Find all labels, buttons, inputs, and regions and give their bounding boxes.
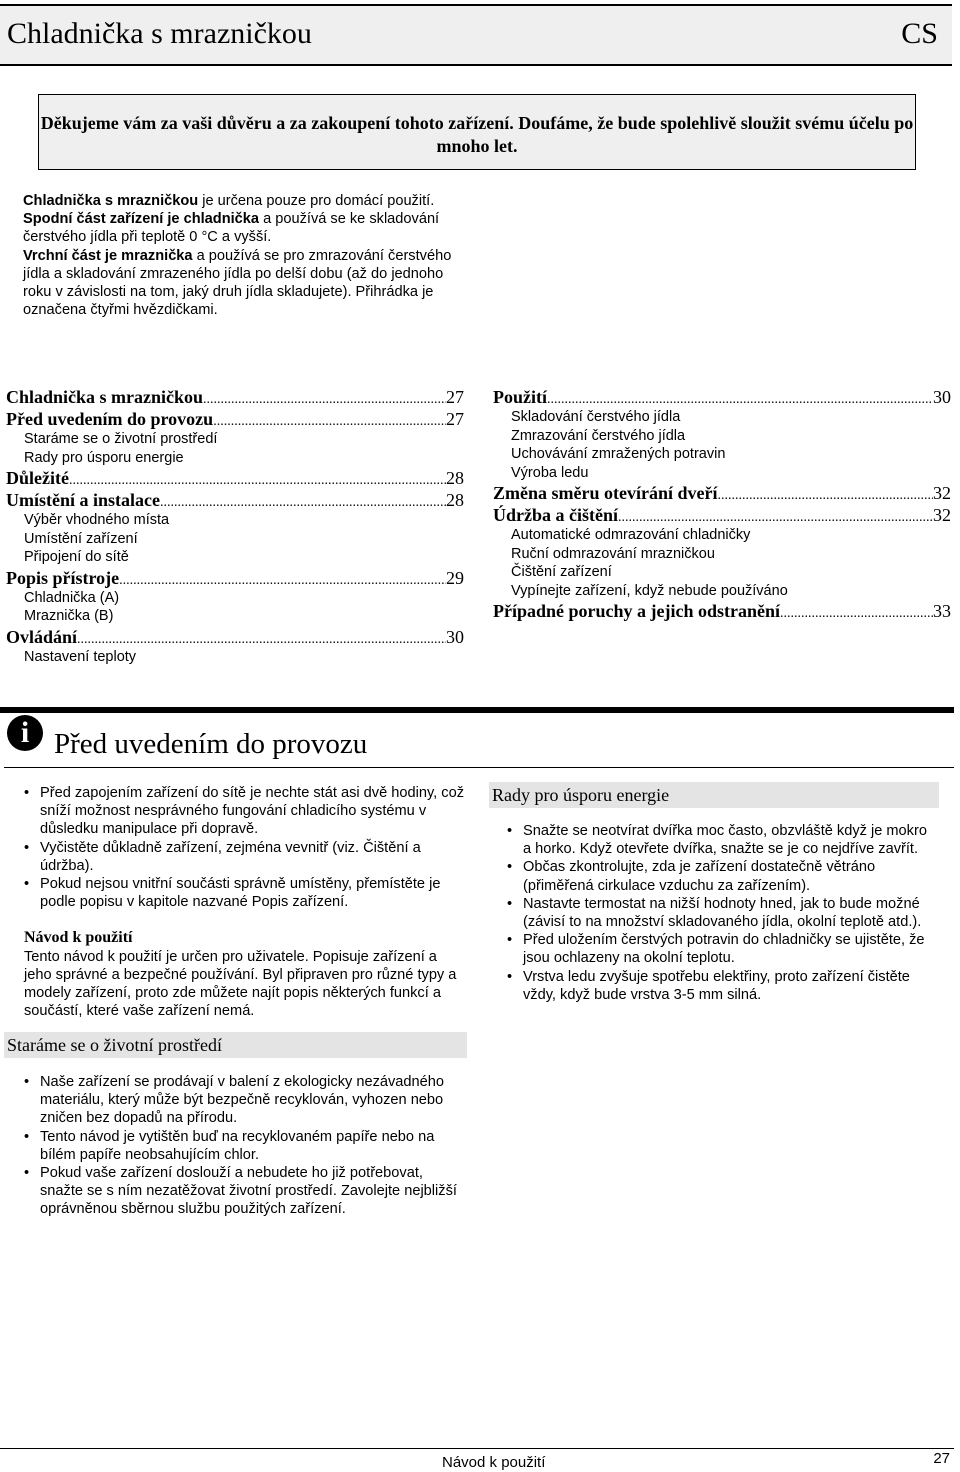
- toc-entry-label: Před uvedením do provozu: [6, 409, 214, 429]
- page-header: [0, 4, 952, 66]
- intro-paragraph-3: [23, 247, 463, 320]
- info-icon-glyph: i: [20, 716, 30, 749]
- toc-subentry[interactable]: Připojení do sítě: [24, 549, 129, 565]
- toc-entry-page: 27: [446, 387, 464, 407]
- toc-subentry[interactable]: Uchovávání zmražených potravin: [511, 446, 726, 462]
- toc-subentry[interactable]: Chladnička (A): [24, 589, 120, 606]
- toc-entry-page: 33: [933, 601, 951, 621]
- preparation-list: [24, 784, 467, 911]
- list-item: • Před uložením čerstvých potravin do chladničky se ujistěte, že jsou ochlazeny na okolní teplotu.: [507, 931, 939, 967]
- list-item: • Před zapojením zařízení do sítě je nechte stát asi dvě hodiny, což sníží možnost nesprávného fungování chladicího systému v důsledku manipulace při dopravě.: [24, 784, 467, 839]
- intro-text: [23, 192, 463, 319]
- list-item: • Pokud nejsou vnitřní součásti správně umístěny, přemístěte je podle popisu v kapitole nazvané Popis zařízení.: [24, 875, 467, 911]
- toc-left-column: [6, 386, 464, 666]
- section-underline: [4, 767, 954, 768]
- list-item: • Pokud vaše zařízení doslouží a nebudete ho již potřebovat, snažte se s ním nezatěžovat životní prostředí. Zavolejte nejbližší oprávněnou sběrnou službu použitých zařízení.: [24, 1164, 467, 1219]
- env-section: [4, 1032, 467, 1219]
- toc-entry-page: 30: [446, 626, 464, 647]
- intro-p2-rest: a používá se ke skladování čerstvého jídla při teplotě 0 °C a vyšší.: [23, 211, 440, 246]
- thanks-text: Děkujeme vám za vaši důvěru a za zakoupení tohoto zařízení. Doufáme, že bude spolehlivě sloužit svému účelu po mnoho let.: [40, 113, 914, 156]
- toc-entry-label: Umístění a instalace: [6, 490, 160, 510]
- toc-entry-label: Změna směru otevírání dveří: [493, 483, 718, 503]
- manual-text: Tento návod k použití je určen pro uživatele. Popisuje zařízení a jeho správné a bezpečné používání. Byl připraven pro různé typy a modely zařízení, proto zde můžete najít popis některých funkcí a součástí, které vaše zařízení nemá.: [24, 948, 457, 1020]
- intro-p2-bold: Spodní část zařízení je chladnička: [23, 211, 260, 228]
- toc-entry[interactable]: [493, 600, 951, 622]
- env-heading: Staráme se o životní prostředí: [4, 1032, 467, 1058]
- toc-entry[interactable]: [6, 408, 464, 430]
- toc-entry-label: Chladnička s mrazničkou: [6, 387, 204, 407]
- list-item: • Vrstva ledu zvyšuje spotřebu elektřiny, proto zařízení čistěte vždy, když bude vrstva 3-5 mm silná.: [507, 968, 939, 1004]
- toc-leader-dots: [717, 485, 933, 507]
- toc-subentry[interactable]: Výroba ledu: [511, 464, 589, 481]
- list-item: • Tento návod je vytištěn buď na recyklovaném papíře nebo na bílém papíře neobsahujícím chlor.: [24, 1128, 467, 1164]
- toc-entry[interactable]: [6, 386, 464, 408]
- toc-entry[interactable]: [493, 482, 951, 504]
- footer-text: Návod k použití: [442, 1454, 546, 1471]
- right-column: [489, 782, 939, 1004]
- energy-list: [489, 822, 939, 1004]
- footer-page-number: 27: [933, 1450, 950, 1467]
- toc-subentry[interactable]: Výběr vhodného místa: [24, 512, 170, 528]
- toc-subentry[interactable]: Vypínejte zařízení, když nebude používáno: [511, 582, 788, 599]
- toc-entry-page: 29: [446, 567, 464, 588]
- toc-leader-dots: [780, 603, 933, 625]
- intro-paragraph-2: [23, 210, 463, 246]
- env-list: [4, 1073, 467, 1219]
- toc-subentry[interactable]: Rady pro úsporu energie: [24, 449, 184, 466]
- toc-subentry[interactable]: Umístění zařízení: [24, 530, 138, 547]
- toc-entry-page: 28: [446, 468, 464, 488]
- toc-entry[interactable]: [6, 489, 464, 511]
- toc-entry-label: Případné poruchy a jejich odstranění: [493, 601, 781, 621]
- list-item: • Vyčistěte důkladně zařízení, zejména vevnitř (viz. Čištění a údržba).: [24, 839, 467, 875]
- toc-entry-label: Údržba a čištění: [493, 505, 618, 525]
- toc-entry-page: 27: [446, 409, 464, 429]
- intro-p3-rest: a používá se pro zmrazování čerstvého jídla a skladování zmrazeného jídla po delší dobu (až do jednoho roku v závislosti na tom, jaký druh jídla skladujete). Přihrádka je označena čtyřmi hvězdičkami.: [23, 247, 452, 319]
- footer-rule: [0, 1448, 954, 1449]
- language-code: CS: [901, 17, 938, 50]
- energy-heading: Rady pro úsporu energie: [489, 782, 939, 808]
- toc-subentry[interactable]: Čištění zařízení: [511, 564, 612, 580]
- section-rule: [0, 707, 954, 713]
- manual-heading: Návod k použití: [24, 929, 133, 947]
- intro-p3-bold: Vrchní část je mraznička: [23, 247, 193, 264]
- thanks-box: [38, 94, 916, 170]
- toc-subentry[interactable]: Mraznička (B): [24, 608, 114, 624]
- toc-subentry[interactable]: Staráme se o životní prostředí: [24, 431, 218, 447]
- toc-entry-page: 32: [933, 505, 951, 525]
- toc-leader-dots: [213, 411, 446, 433]
- intro-p1-rest: je určena pouze pro domácí použití.: [198, 193, 435, 209]
- toc-subentry[interactable]: Ruční odmrazování mrazničkou: [511, 545, 715, 562]
- toc-entry[interactable]: [493, 504, 951, 526]
- list-item: • Nastavte termostat na nižší hodnoty hned, jak to bude možné (závisí to na množství skladovaného jídla, okolní teplotě atd.).: [507, 895, 939, 931]
- toc-subentry[interactable]: Nastavení teploty: [24, 648, 137, 665]
- toc-leader-dots: [203, 389, 446, 411]
- list-item: • Občas zkontrolujte, zda je zařízení dostatečně větráno (přiměřená cirkulace vzduchu za zařízením).: [507, 858, 939, 894]
- toc-subentry[interactable]: Automatické odmrazování chladničky: [511, 527, 751, 543]
- left-column: [24, 784, 467, 1020]
- toc-entry-label: Popis přístroje: [6, 567, 120, 588]
- toc-subentry[interactable]: Skladování čerstvého jídla: [511, 409, 681, 425]
- list-item: • Naše zařízení se prodávají v balení z ekologicky nezávadného materiálu, který může být bezpečně recyklován, vyhozen nebo zničen bez dopadů na přírodu.: [24, 1073, 467, 1128]
- toc-entry[interactable]: [493, 386, 951, 408]
- section-title: Před uvedením do provozu: [54, 728, 368, 760]
- toc-entry-label: Důležité: [6, 468, 69, 488]
- list-item: • Snažte se neotvírat dvířka moc často, obzvláště když je mokro a horko. Když otevřete dvířka, snažte se je co nejdříve zavřít.: [507, 822, 939, 858]
- toc-subentry[interactable]: Zmrazování čerstvého jídla: [511, 427, 686, 444]
- toc-leader-dots: [119, 570, 446, 592]
- toc-entry-label: Ovládání: [6, 626, 78, 647]
- toc-right-column: [493, 386, 951, 622]
- toc-entry-page: 30: [933, 387, 951, 407]
- toc-entry-page: 28: [446, 490, 464, 510]
- toc-entry-label: Použití: [493, 387, 547, 407]
- toc-entry[interactable]: [6, 467, 464, 489]
- toc-entry-page: 32: [933, 483, 951, 503]
- toc-entry[interactable]: [6, 626, 464, 648]
- page-title: Chladnička s mrazničkou: [7, 17, 312, 50]
- toc-leader-dots: [160, 492, 446, 514]
- info-icon: [7, 715, 43, 751]
- intro-paragraph-1: [23, 192, 463, 210]
- intro-p1-bold: Chladnička s mrazničkou: [23, 193, 199, 209]
- toc-entry[interactable]: [6, 567, 464, 589]
